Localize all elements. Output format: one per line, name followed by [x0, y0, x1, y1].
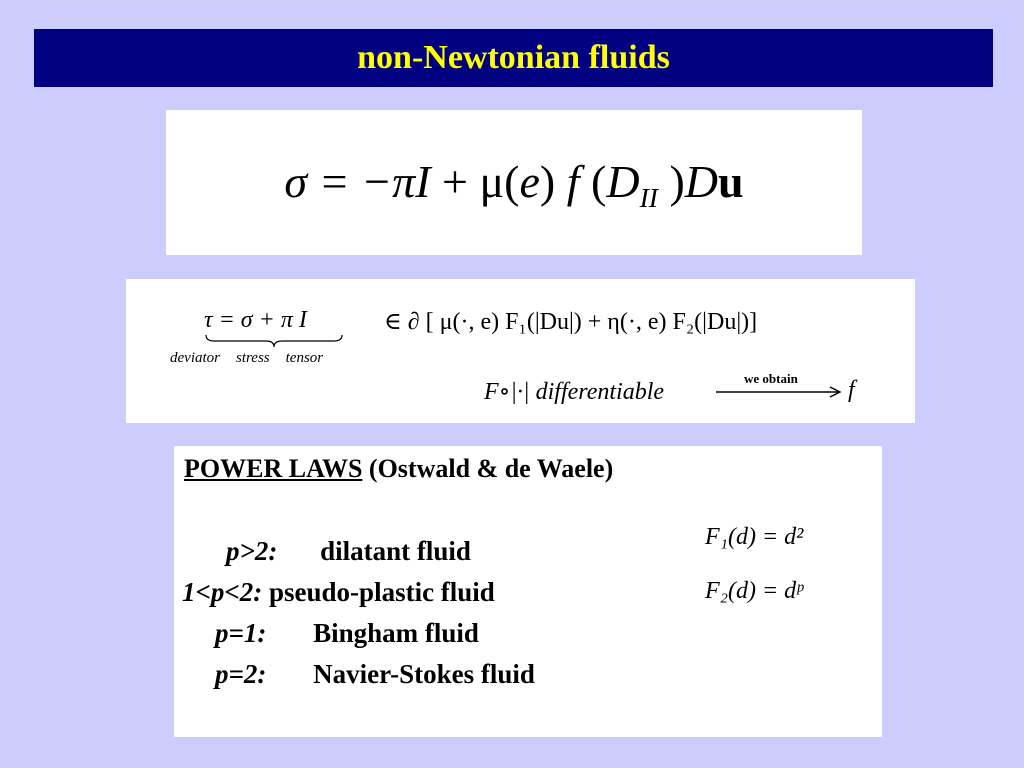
- result-f: f: [848, 377, 855, 403]
- stress-lhs-main: τ = σ + π: [204, 307, 299, 333]
- law-row-dilatant: [226, 536, 471, 567]
- eq1-part-open: (: [579, 156, 607, 207]
- label-tensor: tensor: [285, 350, 324, 366]
- constitutive-equation: [166, 156, 862, 224]
- label-deviator: deviator: [170, 350, 220, 366]
- eq1-part-close2: ): [657, 156, 685, 207]
- eq1-part-I: I: [415, 156, 431, 207]
- stress-tensor-panel: [126, 279, 915, 423]
- law-desc: Bingham fluid: [313, 618, 479, 648]
- title-bar: [34, 29, 993, 87]
- arrow-label: we obtain: [744, 371, 798, 386]
- law-key: p=2:: [215, 659, 267, 689]
- f1-formula: F₁(d) = d²: [705, 524, 804, 550]
- stress-under-labels: [170, 350, 339, 367]
- underbrace: [204, 333, 344, 349]
- power-laws-panel: [174, 446, 882, 737]
- law-desc: dilatant fluid: [320, 536, 471, 566]
- power-laws-heading: [184, 454, 613, 484]
- law-row-bingham: [215, 618, 479, 649]
- law-key: p>2:: [226, 536, 278, 566]
- differentiable-text: F∘|·| differentiable: [484, 379, 665, 405]
- power-laws-subtitle: (Ostwald & de Waele): [362, 454, 614, 483]
- stress-lhs-I: I: [298, 307, 307, 333]
- label-stress: stress: [236, 350, 270, 366]
- f2-formula: F₂(d) = dᵖ: [705, 578, 803, 604]
- eq1-part-D2: D: [684, 156, 719, 207]
- stress-equation-lhs: [204, 307, 307, 334]
- law-desc: Navier-Stokes fluid: [313, 659, 535, 689]
- stress-equation-rhs: ∈ ∂ [ μ(·, e) F₁(|Du|) + η(·, e) F₂(|Du|)]: [384, 309, 758, 335]
- law-row-pseudo-plastic: [182, 577, 495, 608]
- slide-title: non-Newtonian fluids: [357, 39, 670, 76]
- law-desc: pseudo-plastic fluid: [269, 577, 495, 607]
- law-key: p=1:: [215, 618, 267, 648]
- eq1-part-mu: + μ(: [430, 156, 520, 207]
- right-arrow-icon: [716, 385, 844, 399]
- power-laws-title: POWER LAWS: [184, 454, 363, 483]
- law-key: 1<p<2:: [182, 577, 263, 607]
- eq1-part-II: II: [639, 182, 658, 214]
- law-row-navier-stokes: [215, 659, 535, 690]
- eq1-part-e: e: [519, 156, 540, 207]
- eq1-part-close: ): [539, 156, 567, 207]
- eq1-part-f: f: [566, 156, 580, 207]
- eq1-part-u: u: [718, 156, 744, 207]
- constitutive-equation-panel: [166, 110, 862, 255]
- eq1-part-sigma: σ = −π: [284, 156, 416, 207]
- eq1-part-D: D: [606, 156, 640, 207]
